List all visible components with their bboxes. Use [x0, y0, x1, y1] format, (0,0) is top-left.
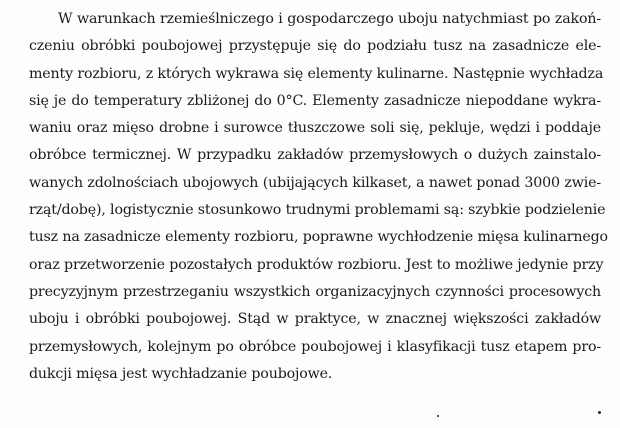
text-line: dukcji mięsa jest wychładzanie poubojowe. — [29, 365, 333, 382]
text-line: uboju i obróbki poubojowej. Stąd w praktyce, w znacznej większości zakładów — [29, 311, 601, 328]
text-line: menty rozbioru, z których wykrawa się elementy kulinarne. Następnie wychładza — [29, 65, 604, 82]
text-line: precyzyjnym przestrzeganiu wszystkich organizacyjnych czynności procesowych — [29, 283, 601, 300]
text-line: oraz przetworzenie pozostałych produktów rozbioru. Jest to możliwe jedynie przy — [29, 256, 604, 273]
text-line: tusz na zasadnicze elementy rozbioru, poprawne wychłodzenie mięsa kulinarnego — [29, 229, 608, 246]
body-paragraph — [29, 6, 608, 388]
text-line: obróbce termicznej. W przypadku zakładów przemysłowych o dużych zainstalo- — [29, 147, 601, 164]
text-line: rząt/dobę), logistycznie stosunkowo trudnymi problemami są: szybkie podzielenie — [29, 202, 606, 219]
text-line: wanych zdolnościach ubojowych (ubijających kilkaset, a nawet ponad 3000 zwie- — [29, 174, 601, 191]
text-line: czeniu obróbki poubojowej przystępuje się do podziału tusz na zasadnicze ele- — [29, 38, 601, 55]
text-line: przemysłowych, kolejnym po obróbce poubojowej i klasyfikacji tusz etapem pro- — [29, 338, 601, 355]
text-line: waniu oraz mięso drobne i surowce tłuszczowe soli się, pekluje, wędzi i poddaje — [29, 120, 601, 137]
scan-speck — [598, 411, 601, 414]
text-line: się je do temperatury zbliżonej do 0°C. Elementy zasadnicze niepoddane wykra- — [29, 92, 601, 109]
text-line: W warunkach rzemieślniczego i gospodarczego uboju natychmiast po zakoń- — [58, 11, 601, 27]
scan-speck — [437, 415, 439, 417]
